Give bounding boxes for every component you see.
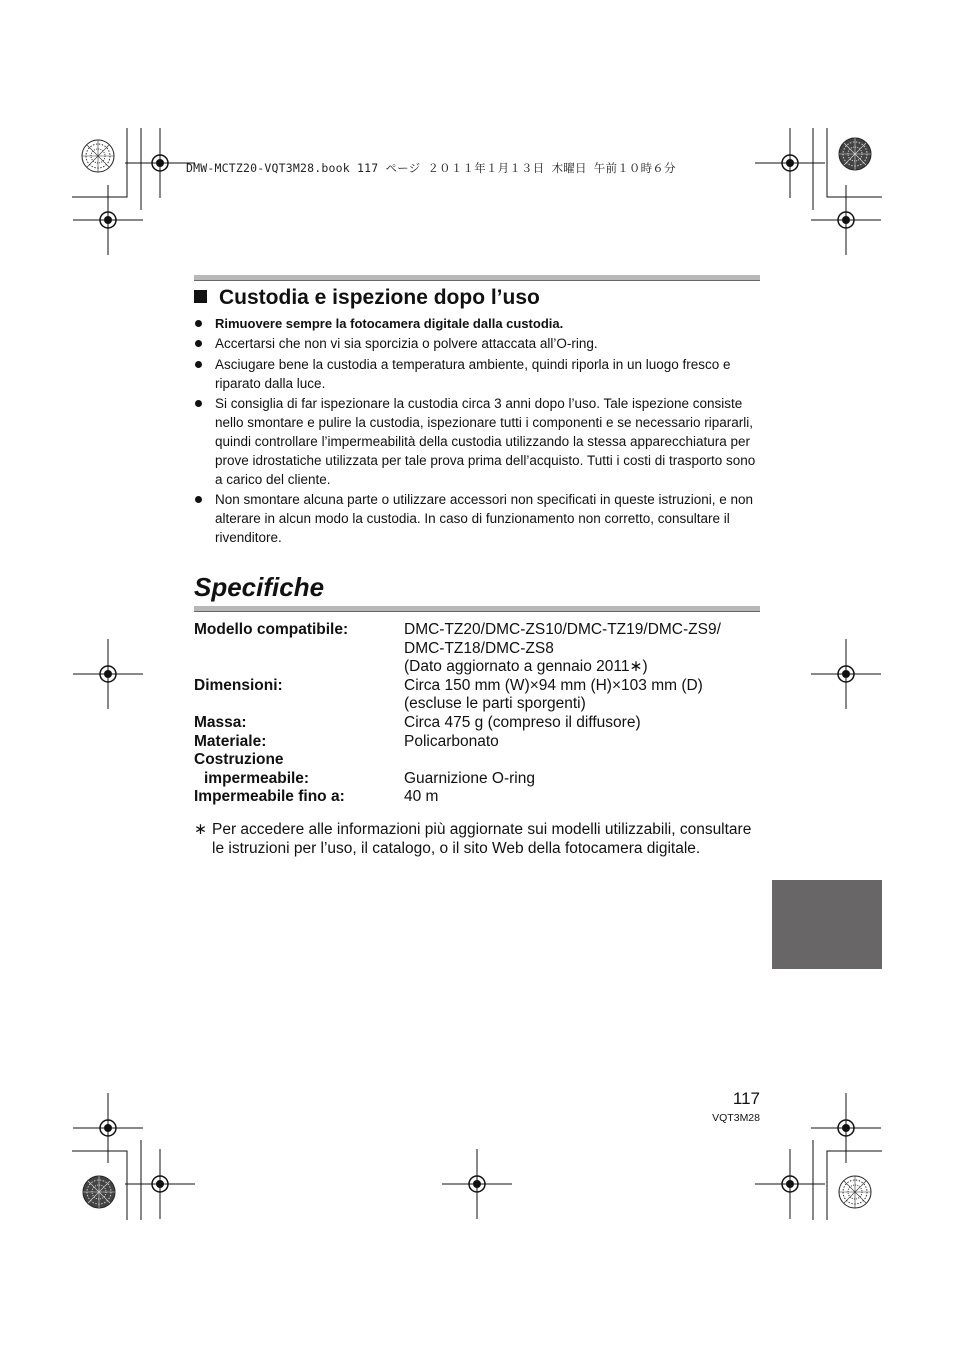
bullet-icon [195,496,202,503]
spec-value: Circa 475 g (compreso il diffusore) [404,713,641,731]
spec-row-model [194,621,760,677]
file-info-header: DMW-MCTZ20-VQT3M28.book 117 ページ ２０１１年１月１３日 木曜日 午前１０時６分 [186,161,676,175]
bullet-icon [195,400,202,407]
spec-value: Policarbonato [404,732,499,750]
spec-value: Guarnizione O-ring [404,769,535,787]
spec-label: Modello compatibile: [194,621,349,638]
spec-label: Massa: [194,713,247,731]
list-item: Accertarsi che non vi sia sporcizia o polvere attaccata all’O-ring. [194,334,760,353]
care-section-title: Custodia e ispezione dopo l’uso [194,286,540,310]
spec-label: Materiale: [194,732,267,750]
spec-row-material [194,733,760,752]
square-bullet-icon [194,290,207,303]
section-rule-specs [194,606,760,612]
section-rule-top [194,275,760,281]
spec-label: Impermeabile fino a: [194,788,345,806]
spec-value: Circa 150 mm (W)×94 mm (H)×103 mm (D) (escluse le parti sporgenti) [404,676,703,713]
care-bullet-list [194,314,760,548]
bullet-icon [195,361,202,368]
spec-row-mass [194,714,760,733]
footnote-text: Per accedere alle informazioni più aggiornate sui modelli utilizzabili, consultare le istruzioni per l’uso, il catalogo, o il sito Web della fotocamera digitale. [212,821,752,857]
specs-title: Specifiche [194,572,325,602]
spec-row-waterproof [194,788,760,807]
list-item: Non smontare alcuna parte o utilizzare accessori non specificati in queste istruzioni, e non alterare in alcun modo la custodia. In caso di funzionamento non corretto, consultare il rivenditore. [194,490,760,547]
spec-value: 40 m [404,788,439,806]
list-item: Si consiglia di far ispezionare la custodia circa 3 anni dopo l’uso. Tale ispezione consiste nello smontare e pulire la custodia, ispezionare tutti i componenti e se necessario ripararli, quindi controllare l’impermeabilità della custodia utilizzando la stessa apparecchiatura per prove idrostatiche utilizzata per tale prova prima dell’acquisto. Tutti i costi di trasporto sono a carico del cliente. [194,394,760,489]
list-item: Rimuovere sempre la fotocamera digitale dalla custodia. [194,314,760,333]
spec-value: DMC-TZ20/DMC-ZS10/DMC-TZ19/DMC-ZS9/ DMC-TZ18/DMC-ZS8 (Dato aggiornato a gennaio 2011∗) [404,621,721,676]
spec-table [194,621,760,807]
bullet-icon [195,340,202,347]
list-item: Asciugare bene la custodia a temperatura ambiente, quindi riporla in un luogo fresco e riparato dalla luce. [194,355,760,393]
section-tab [772,880,882,969]
footnote [194,821,760,858]
spec-label: Dimensioni: [194,676,283,694]
spec-row-construction [194,751,760,788]
spec-label: Costruzione impermeabile: [194,751,310,787]
page-number: 117 [732,1089,760,1108]
spec-row-dimensions [194,677,760,714]
doc-code: VQT3M28 [712,1112,760,1124]
asterisk-icon: ∗ [194,821,207,838]
bullet-icon [195,320,202,327]
